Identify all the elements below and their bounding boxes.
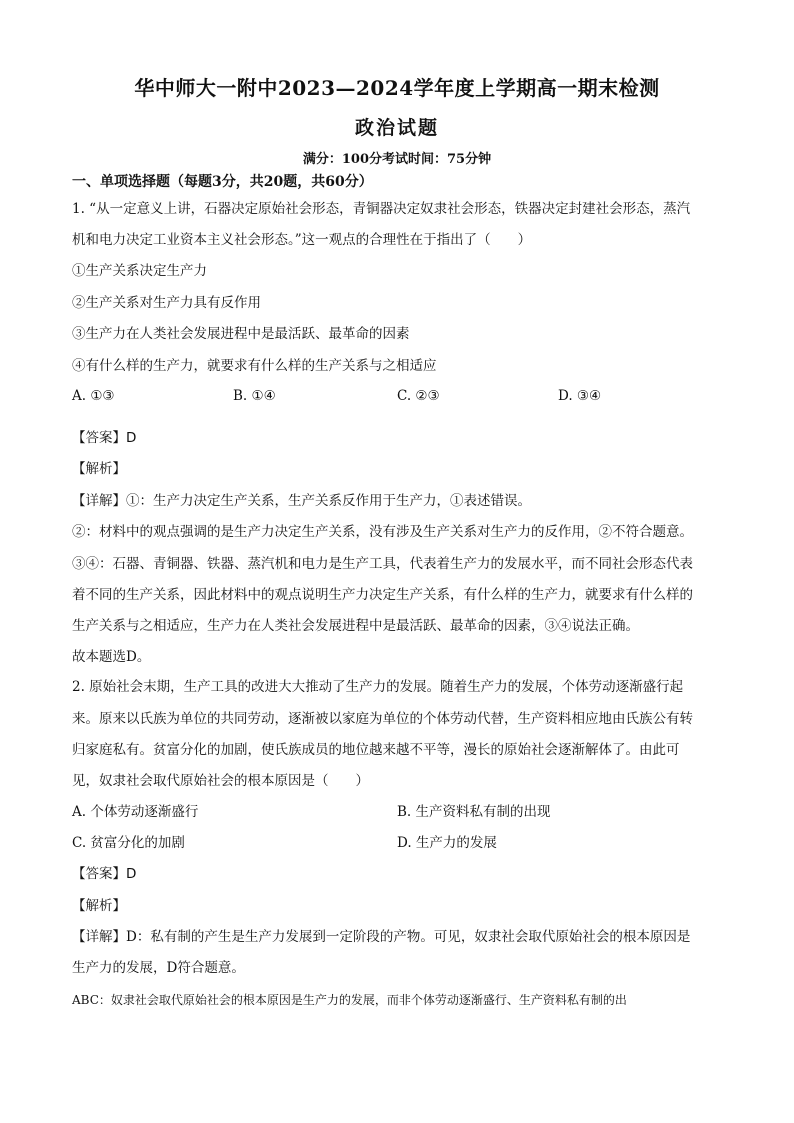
q2-option-b: B. 生产资料私有制的出现	[397, 804, 551, 820]
q2-stem-line: 来。原来以氏族为单位的共同劳动，逐渐被以家庭为单位的个体劳动代替，生产资料相应地由氏族公有转	[72, 711, 693, 727]
q1-option-b: B. ①④	[233, 388, 276, 404]
q1-detail-line: 生产关系与之相适应，生产力在人类社会发展进程中是最活跃、最革命的因素，③④说法正确。	[72, 618, 639, 634]
q1-item: ①生产关系决定生产力	[72, 263, 207, 279]
q2-stem-line: 归家庭私有。贫富分化的加剧，使氏族成员的地位越来越不平等，漫长的原始社会逐渐解体了。由此可	[72, 742, 680, 758]
q1-option-c: C. ②③	[397, 388, 440, 404]
q1-stem-line-2: 机和电力决定工业资本主义社会形态。”这一观点的合理性在于指出了（ ）	[72, 232, 532, 248]
q1-analysis-label: 【解析】	[72, 461, 126, 477]
q1-detail-line: 【详解】①：生产力决定生产关系，生产关系反作用于生产力，①表述错误。	[72, 493, 531, 509]
exam-title: 华中师大一附中2023—2024学年度上学期高一期末检测	[134, 76, 660, 100]
q1-option-a: A. ①③	[72, 388, 115, 404]
q1-option-d: D. ③④	[558, 388, 602, 404]
q2-answer: 【答案】D	[72, 866, 137, 882]
q1-detail-line: 故本题选D。	[72, 649, 151, 665]
q2-stem-line: 见，奴隶社会取代原始社会的根本原因是（ ）	[72, 773, 369, 789]
exam-subject: 政治试题	[354, 117, 439, 139]
q2-option-a: A. 个体劳动逐渐盛行	[72, 804, 199, 820]
section-heading: 一、单项选择题（每题3分，共20题，共60分）	[72, 174, 373, 190]
q1-item: ④有什么样的生产力，就要求有什么样的生产关系与之相适应	[72, 358, 437, 374]
q1-answer: 【答案】D	[72, 430, 137, 446]
q1-detail-line: ②：材料中的观点强调的是生产力决定生产关系，没有涉及生产关系对生产力的反作用，②不符合题意。	[72, 524, 693, 540]
q1-item: ③生产力在人类社会发展进程中是最活跃、最革命的因素	[72, 326, 410, 342]
q1-detail-line: 着不同的生产关系，因此材料中的观点说明生产力决定生产关系，有什么样的生产力，就要求有什么样的	[72, 587, 693, 603]
q2-detail-line: 【详解】D：私有制的产生是生产力发展到一定阶段的产物。可见，奴隶社会取代原始社会的根本原因是	[72, 929, 691, 945]
q2-detail-line: ABC：奴隶社会取代原始社会的根本原因是生产力的发展，而非个体劳动逐渐盛行、生产资料私有制的出	[72, 993, 627, 1007]
q2-option-c: C. 贫富分化的加剧	[72, 835, 185, 851]
q1-stem-line-1: 1. “从一定意义上讲，石器决定原始社会形态，青铜器决定奴隶社会形态，铁器决定封建社会形态，蒸汽	[72, 201, 691, 217]
q2-analysis-label: 【解析】	[72, 898, 126, 914]
q1-detail-line: ③④：石器、青铜器、铁器、蒸汽机和电力是生产工具，代表着生产力的发展水平，而不同社会形态代表	[72, 556, 693, 572]
q2-stem-line: 2. 原始社会末期，生产工具的改进大大推动了生产力的发展。随着生产力的发展，个体劳动逐渐盛行起	[72, 679, 684, 695]
exam-meta: 满分：100分考试时间：75分钟	[302, 152, 492, 167]
q2-detail-line: 生产力的发展，D符合题意。	[72, 960, 245, 976]
q2-option-d: D. 生产力的发展	[397, 835, 497, 851]
q1-item: ②生产关系对生产力具有反作用	[72, 295, 261, 311]
